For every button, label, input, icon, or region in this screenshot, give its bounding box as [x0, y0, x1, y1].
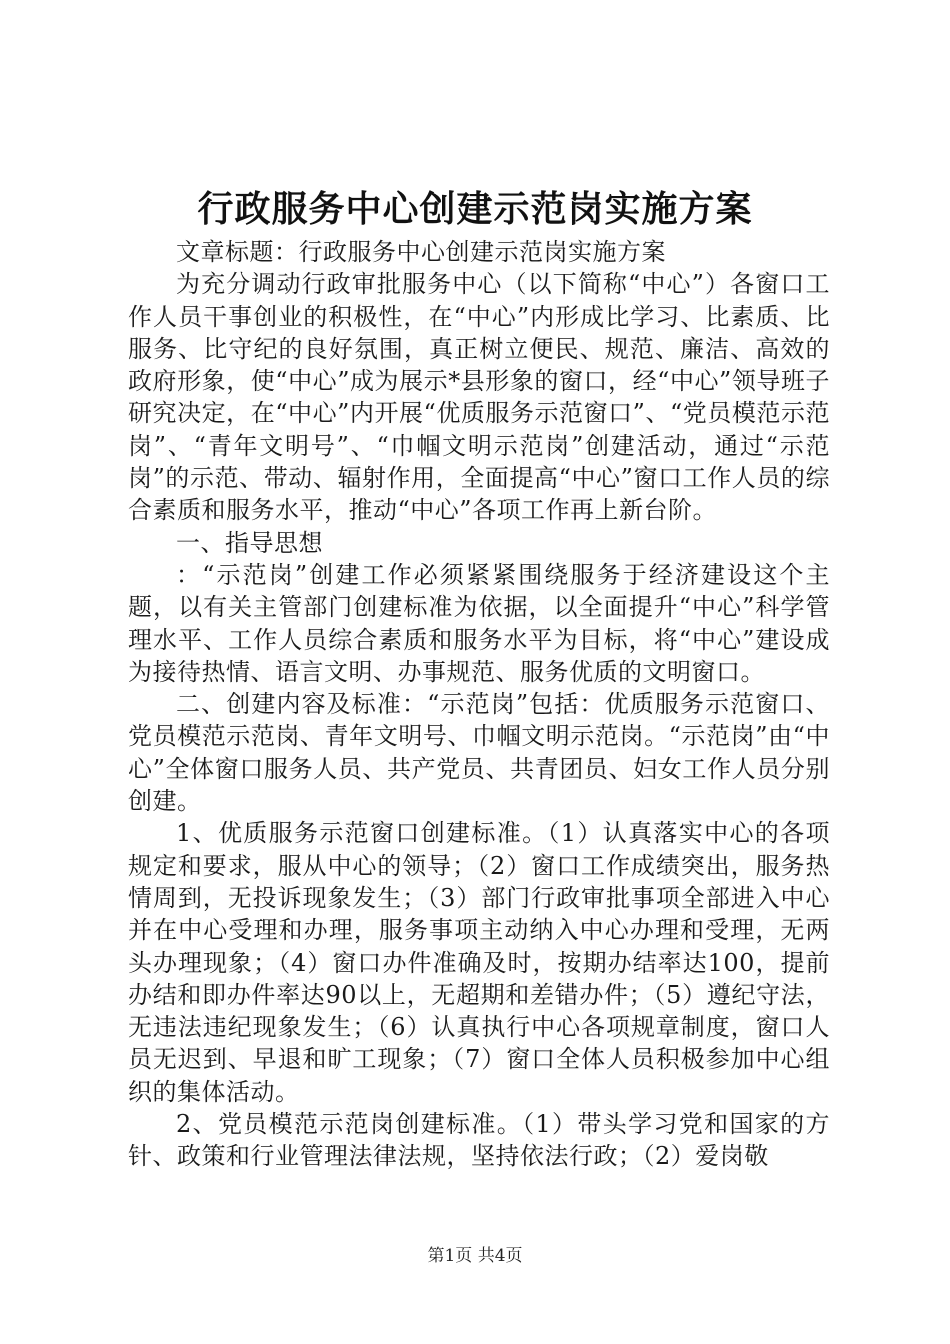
document-title: 行政服务中心创建示范岗实施方案 [197, 188, 753, 230]
document-body [128, 236, 830, 1173]
standard-2-paragraph: 2、党员模范示范岗创建标准。（1）带头学习党和国家的方针、政策和行业管理法律法规，坚持依法行政；（2）爱岗敬 [128, 1110, 830, 1171]
intro-paragraph: 为充分调动行政审批服务中心（以下简称“中心”）各窗口工作人员干事创业的积极性，在“中心”内形成比学习、比素质、比服务、比守纪的良好氛围，真正树立便民、规范、廉洁、高效的政府形象，使“中心”成为展示*县形象的窗口，经“中心”领导班子研究决定，在“中心”内开展“优质服务示范窗口”、“党员模范示范岗”、“青年文明号”、“巾帼文明示范岗”创建活动，通过“示范岗”的示范、带动、辐射作用，全面提高“中心”窗口工作人员的综合素质和服务水平，推动“中心”各项工作再上新台阶。 [128, 270, 830, 525]
section-heading-guiding-thought: 一、指导思想 [176, 528, 323, 557]
page-footer: 第1页 共4页 [427, 1246, 523, 1266]
standard-1-paragraph: 1、优质服务示范窗口创建标准。（1）认真落实中心的各项规定和要求，服从中心的领导；（2）窗口工作成绩突出，服务热情周到，无投诉现象发生；（3）部门行政审批事项全部进入中心并在中心受理和办理，服务事项主动纳入中心办理和受理，无两头办理现象；（4）窗口办件准确及时，按期办结率达100，提前办结和即办件率达90以上，无超期和差错办件；（5）遵纪守法，无违法违纪现象发生；（6）认真执行中心各项规章制度，窗口人员无迟到、早退和旷工现象；（7）窗口全体人员积极参加中心组织的集体活动。 [128, 819, 830, 1106]
article-title-line: 文章标题：行政服务中心创建示范岗实施方案 [176, 238, 666, 266]
guiding-thought-paragraph: ：“示范岗”创建工作必须紧紧围绕服务于经济建设这个主题，以有关主管部门创建标准为依据，以全面提升“中心”科学管理水平、工作人员综合素质和服务水平为目标，将“中心”建设成为接待热情、语言文明、办事规范、服务优质的文明窗口。 [128, 560, 830, 686]
content-standards-paragraph: 二、创建内容及标准：“示范岗”包括：优质服务示范窗口、党员模范示范岗、青年文明号、巾帼文明示范岗。“示范岗”由“中心”全体窗口服务人员、共产党员、共青团员、妇女工作人员分别创建。 [128, 690, 830, 816]
